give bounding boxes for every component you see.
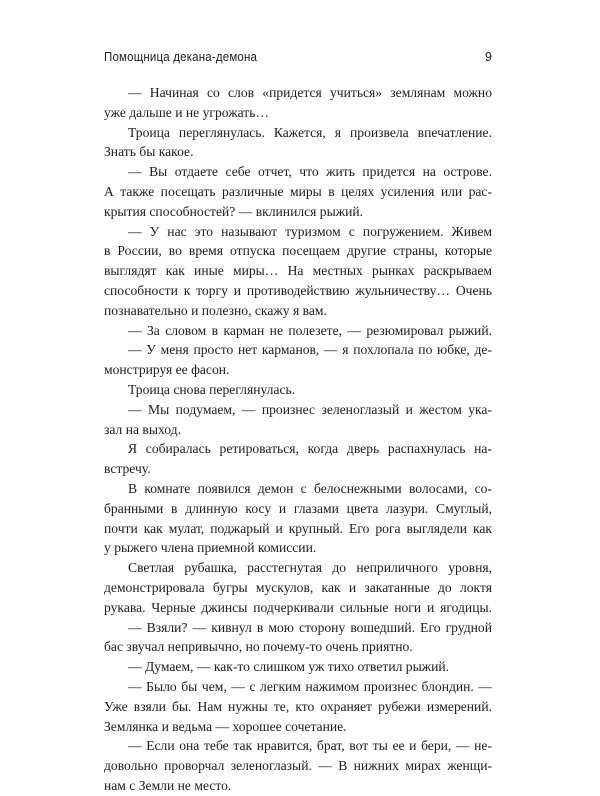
text-line: способности к торгу и противодействию жульничеству… Очень bbox=[104, 282, 492, 298]
text-line: зал на выход. bbox=[104, 421, 181, 437]
text-line: крытия способностей? — вклинился рыжий. bbox=[104, 203, 364, 219]
text-line: — Если она тебе так нравится, брат, вот ты ее и бери, — не- bbox=[128, 738, 492, 754]
text-line: уже дальше и не угрожать… bbox=[104, 104, 270, 120]
text-line: бранными в длинную косу и глазами цвета лазури. Смуглый, bbox=[104, 500, 492, 516]
text-line: рукава. Черные джинсы подчеркивали сильные ноги и ягодицы. bbox=[104, 599, 492, 615]
text-line: Троица снова переглянулась. bbox=[128, 381, 296, 397]
text-line: Я собиралась ретироваться, когда дверь распахнулась на- bbox=[128, 441, 492, 457]
running-title: Помощница декана-демона bbox=[104, 50, 258, 64]
text-line: Знать бы какое. bbox=[104, 144, 194, 160]
text-line: довольно проворчал зеленоглазый. — В нижних мирах женщи- bbox=[104, 758, 492, 774]
text-line: в России, во время отпуска посещаем другие страны, которые bbox=[104, 243, 492, 259]
text-line: у рыжего члена приемной комиссии. bbox=[104, 540, 317, 556]
text-line: почти как мулат, поджарый и крупный. Его рога выглядели как bbox=[104, 520, 492, 536]
page-header bbox=[104, 50, 492, 70]
text-line: монстрируя ее фасон. bbox=[104, 362, 230, 378]
page-number: 9 bbox=[485, 50, 492, 64]
text-line: Землянка и ведьма — хорошее сочетание. bbox=[104, 718, 347, 734]
text-line: — Мы подумаем, — произнес зеленоглазый и жестом ука- bbox=[128, 401, 492, 417]
text-line: — Начиная со слов «придется учиться» землянам можно bbox=[128, 85, 492, 100]
text-line: Светлая рубашка, расстегнутая до неприличного уровня, bbox=[128, 560, 492, 576]
text-line: — За словом в карман не полезете, — резюмировал рыжий. bbox=[128, 322, 492, 338]
text-line: В комнате появился демон с белоснежными волосами, со- bbox=[128, 480, 492, 496]
text-line: познавательно и полезно, скажу я вам. bbox=[104, 302, 327, 318]
text-line: Троица переглянулась. Кажется, я произвела впечатление. bbox=[128, 124, 492, 140]
text-line: встречу. bbox=[104, 461, 151, 477]
text-line: — Вы отдаете себе отчет, что жить придется на острове. bbox=[128, 164, 492, 180]
text-line: выглядят как иные миры… На местных рынках раскрываем bbox=[104, 263, 492, 279]
text-line: нам с Земли не место. bbox=[104, 777, 232, 793]
text-line: Уже взяли бы. Нам нужны те, кто охраняет рубежи измерений. bbox=[104, 698, 492, 714]
text-line: — У меня просто нет карманов, — я похлопала по юбке, де- bbox=[128, 342, 492, 358]
text-line: — У нас это называют туризмом с погружением. Живем bbox=[128, 223, 492, 239]
text-line: А также посещать различные миры в целях усиления или рас- bbox=[104, 183, 492, 199]
text-line: бас звучал непривычно, но почему-то очень приятно. bbox=[104, 639, 413, 655]
text-line: — Было бы чем, — с легким нажимом произнес блондин. — bbox=[128, 678, 492, 694]
text-line: — Взяли? — кивнул в мою сторону вошедший. Его грудной bbox=[128, 619, 492, 635]
text-line: — Думаем, — как-то слишком уж тихо ответил рыжий. bbox=[128, 659, 450, 675]
body-text bbox=[104, 83, 492, 796]
text-line: демонстрировала бугры мускулов, как и закатанные до локтя bbox=[104, 579, 492, 595]
